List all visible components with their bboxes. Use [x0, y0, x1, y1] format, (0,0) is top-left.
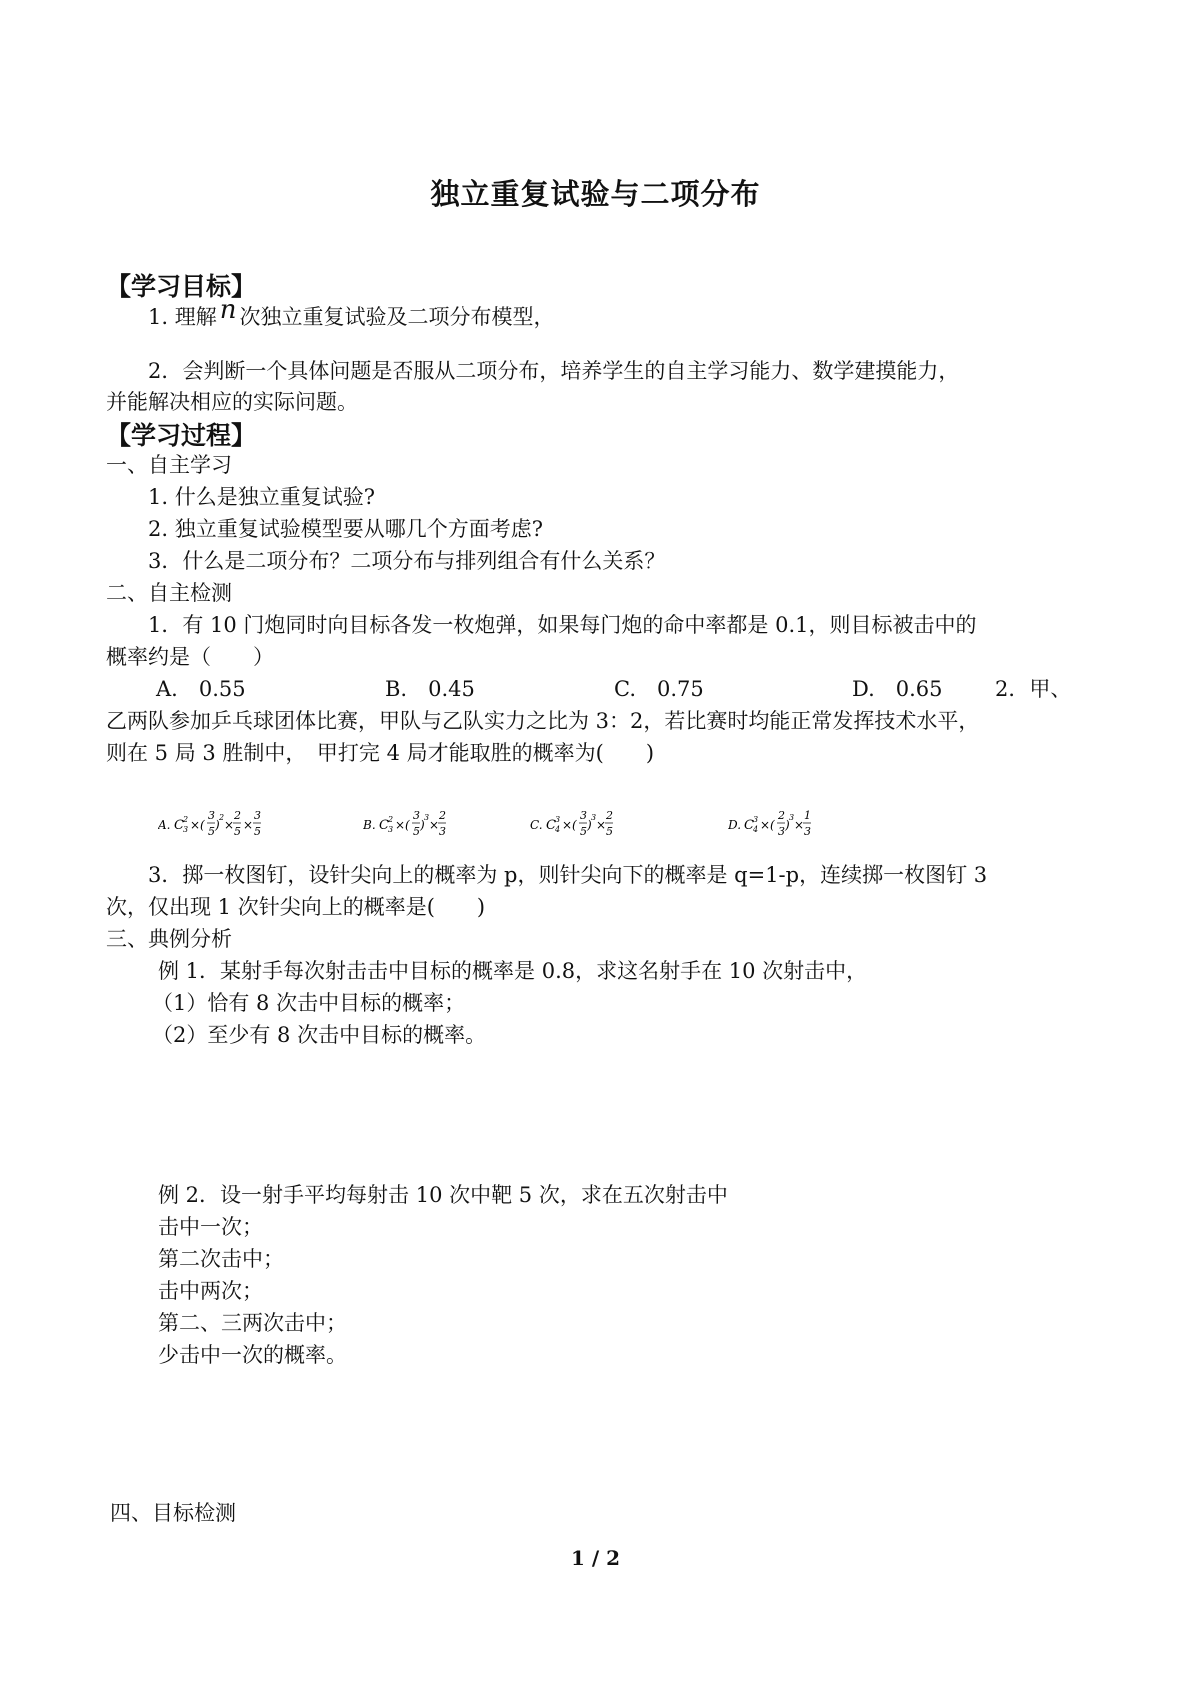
part-1-question-3: 3．什么是二项分布？二项分布与排列组合有什么关系？ — [148, 549, 666, 573]
option-a-letter: A. — [158, 818, 171, 832]
page-title: 独立重复试验与二项分布 — [430, 177, 761, 211]
part-1-question-1: 1. 什么是独立重复试验? — [148, 485, 375, 509]
check-1-option-d: D. 0.65 — [852, 677, 943, 701]
option-c-letter: C. — [530, 818, 543, 832]
option-c-n1: 3 — [580, 809, 587, 822]
option-c-exp: 3 — [591, 813, 597, 822]
svg-text:×: × — [794, 818, 805, 832]
check-3-line-2: 次，仅出现 1 次针尖向上的概率是( ) — [106, 895, 486, 919]
check-2-option-b-formula — [363, 800, 463, 850]
option-a-sup: 2 — [183, 815, 189, 824]
check-2-line-2: 乙两队参加乒乓球团体比赛，甲队与乙队实力之比为 3：2，若比赛时均能正常发挥技术水平， — [106, 709, 980, 733]
option-c-sub: 4 — [555, 825, 561, 834]
check-2-option-d-formula — [728, 800, 828, 850]
svg-text:×: × — [596, 818, 607, 832]
option-b-n1: 3 — [413, 809, 420, 822]
svg-text:×: × — [243, 818, 254, 832]
option-b-exp: 3 — [424, 813, 430, 822]
svg-text:×(: ×( — [395, 818, 410, 832]
goal-1 — [148, 295, 555, 332]
option-a-sub: 3 — [183, 825, 189, 834]
option-d-exp: 3 — [789, 813, 795, 822]
example-2-line-4: 击中两次； — [158, 1279, 263, 1303]
svg-text:×(: ×( — [190, 818, 205, 832]
svg-text:×: × — [429, 818, 440, 832]
check-2-option-a-formula — [158, 800, 268, 850]
part-1-question-2: 2. 独立重复试验模型要从哪几个方面考虑? — [148, 517, 543, 541]
example-2-line-5: 第二、三两次击中； — [158, 1311, 347, 1335]
option-d-d1: 3 — [778, 825, 785, 838]
option-a-d3: 5 — [254, 825, 261, 838]
check-1-line-2: 概率约是（ ） — [106, 645, 274, 669]
option-d-letter: D. — [728, 818, 742, 832]
section-heading-goals: 【学习目标】 — [106, 272, 257, 301]
option-d-d2: 3 — [804, 825, 811, 838]
option-b-d1: 5 — [413, 825, 420, 838]
example-2-line-1: 例 2．设一射手平均每射击 10 次中靶 5 次，求在五次射击中 — [158, 1183, 728, 1207]
option-c-sup: 3 — [555, 815, 561, 824]
option-b-sub: 3 — [388, 825, 394, 834]
option-c-c: C — [546, 818, 556, 833]
svg-text:×: × — [224, 818, 235, 832]
part-4-heading: 四、目标检测 — [110, 1501, 236, 1525]
svg-text:): ) — [587, 818, 592, 832]
option-b-n2: 2 — [439, 809, 446, 822]
option-a-d2: 5 — [234, 825, 241, 838]
option-d-c: C — [744, 818, 754, 833]
option-a-n3: 3 — [254, 809, 261, 822]
check-2-line-3: 则在 5 局 3 胜制中， 甲打完 4 局才能取胜的概率为( ) — [106, 741, 655, 765]
check-1-line-1: 1．有 10 门炮同时向目标各发一枚炮弹，如果每门炮的命中率都是 0.1，则目标被击中的 — [148, 613, 977, 637]
part-2-heading: 二、自主检测 — [106, 581, 232, 605]
example-2-line-2: 击中一次； — [158, 1215, 263, 1239]
check-1-option-c: C. 0.75 — [614, 677, 704, 701]
option-b-sup: 2 — [388, 815, 394, 824]
example-1-line-2: （1）恰有 8 次击中目标的概率； — [152, 991, 466, 1015]
check-1-option-a: A. 0.55 — [156, 677, 246, 701]
goal-2-line-1: 2．会判断一个具体问题是否服从二项分布，培养学生的自主学习能力、数学建摸能力， — [148, 359, 960, 383]
check-2-start: 2．甲、 — [995, 677, 1072, 701]
example-2-line-6: 少击中一次的概率。 — [158, 1343, 347, 1367]
svg-text:×(: ×( — [562, 818, 577, 832]
option-a-exp: 2 — [219, 813, 225, 822]
section-heading-process: 【学习过程】 — [106, 421, 257, 450]
option-d-sub: 4 — [753, 825, 759, 834]
option-c-n2: 2 — [606, 809, 613, 822]
option-b-d2: 3 — [439, 825, 446, 838]
option-a-n1: 3 — [208, 809, 215, 822]
option-a-d1: 5 — [208, 825, 215, 838]
example-1-line-3: （2）至少有 8 次击中目标的概率。 — [152, 1023, 487, 1047]
svg-text:): ) — [785, 818, 790, 832]
svg-text:): ) — [215, 818, 220, 832]
example-2-line-3: 第二次击中； — [158, 1247, 284, 1271]
option-d-n2: 1 — [804, 809, 811, 822]
svg-text:): ) — [420, 818, 425, 832]
example-1-line-1: 例 1．某射手每次射击击中目标的概率是 0.8，求这名射手在 10 次射击中， — [158, 959, 868, 983]
option-a-n2: 2 — [234, 809, 241, 822]
variable-n: n — [219, 295, 237, 325]
option-d-sup: 3 — [753, 815, 759, 824]
option-d-n1: 2 — [778, 809, 785, 822]
goal-2-line-2: 并能解决相应的实际问题。 — [106, 390, 358, 414]
option-a-c: C — [174, 818, 184, 833]
check-3-line-1: 3．掷一枚图钉，设针尖向上的概率为 p，则针尖向下的概率是 q=1-p，连续掷一枚图钉 3 — [148, 863, 988, 887]
svg-text:×(: ×( — [760, 818, 775, 832]
check-1-option-b: B. 0.45 — [385, 677, 475, 701]
option-b-c: C — [379, 818, 389, 833]
page-number: 1 / 2 — [570, 1546, 621, 1570]
option-c-d2: 5 — [606, 825, 613, 838]
check-2-option-c-formula — [530, 800, 630, 850]
part-1-heading: 一、自主学习 — [106, 453, 232, 477]
goal-1-text: 次独立重复试验及二项分布模型， — [239, 305, 555, 329]
part-3-heading: 三、典例分析 — [106, 927, 232, 951]
goal-1-prefix: 1. 理解 — [148, 305, 217, 329]
option-c-d1: 5 — [580, 825, 587, 838]
option-b-letter: B. — [363, 818, 376, 832]
